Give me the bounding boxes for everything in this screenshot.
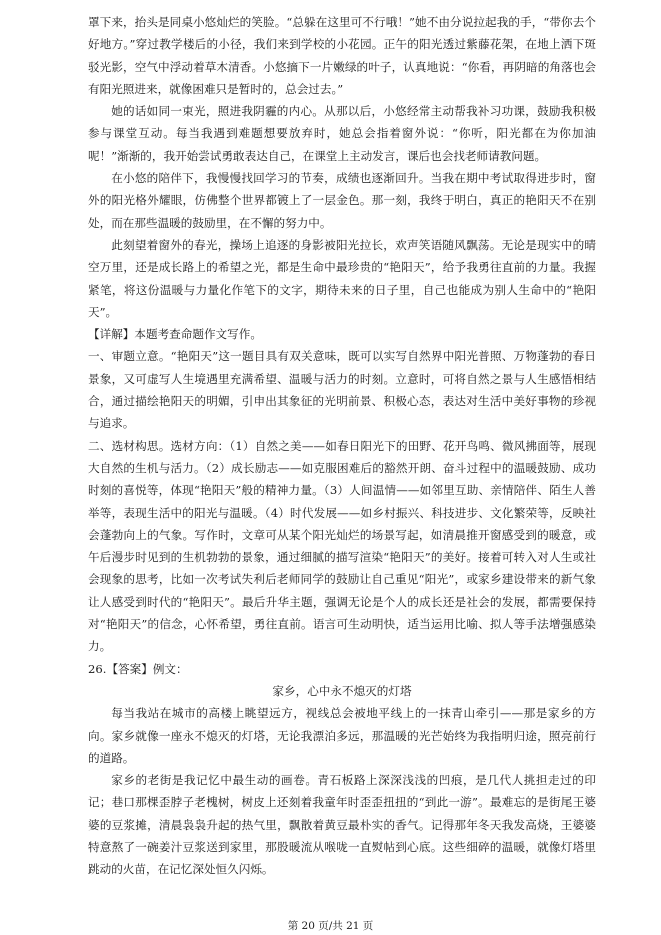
paragraph-3: 在小悠的陪伴下，我慢慢找回学习的节奏，成绩也逐渐回升。当我在期中考试取得进步时，窗外的阳光格外耀眼，仿佛整个世界都镀上了一层金色。那一刻，我终于明白，真正的艳阳天不在别处，而在那些温暖的鼓励里，在不懈的努力中。 <box>88 171 596 230</box>
essay-title: 家乡，心中永不熄灭的灯塔 <box>272 683 412 698</box>
analysis-heading: 【详解】本题考查命题作文写作。 <box>88 327 262 342</box>
analysis-material-selection: 二、选材构思。选材方向：（1）自然之美——如春日阳光下的田野、花开鸟鸣、微风拂面等，展现大自然的生机与活力。（2）成长励志——如克服困难后的豁然开朗、奋斗过程中的温暖鼓励、成功时刻的喜悦等，体现“艳阳天”般的精神力量。（3）人间温情——如邻里互助、亲情陪伴、陌生人善举等，表现生活中的阳光与温暖。（4）时代发展——如乡村振兴、科技进步、文化繁荣等，反映社会蓬勃向上的气象。写作时，文章可从某个阳光灿烂的场景写起，如清晨推开窗感受到的暖意，或午后漫步时见到的生机勃勃的景象，通过细腻的描写渲染“艳阳天”的美好。接着可转入对人生或社会现象的思考，比如一次考试失利后老师同学的鼓励让自己重见“阳光”，或家乡建设带来的新气象让人感受到时代的“艳阳天”。最后升华主题，强调无论是个人的成长还是社会的发展，都需要保持对“艳阳天”的信念，心怀希望，勇往直前。语言可生动明快，适当运用比喻、拟人等手法增强感染力。 <box>88 438 596 654</box>
paragraph-2: 她的话如同一束光，照进我阴霾的内心。从那以后，小悠经常主动帮我补习功课，鼓励我积极参与课堂互动。每当我遇到难题想要放弃时，她总会指着窗外说：“你听，阳光都在为你加油呢！”渐渐的，我开始尝试勇敢表达自己，在课堂上主动发言，课后也会找老师请教问题。 <box>88 104 596 163</box>
paragraph-1: 罩下来，抬头是同桌小悠灿烂的笑脸。“总躲在这里可不行哦！”她不由分说拉起我的手，“带你去个好地方。”穿过教学楼后的小径，我们来到学校的小花园。正午的阳光透过紫藤花架，在地上洒下斑驳光影，空气中浮动着草木清香。小悠摘下一片嫩绿的叶子，认真地说：“你看，再阴暗的角落也会有阳光照进来，就像困难只是暂时的，总会过去。” <box>88 15 596 96</box>
essay-paragraph-2: 家乡的老街是我记忆中最生动的画卷。青石板路上深深浅浅的凹痕，是几代人挑担走过的印记；巷口那棵歪脖子老槐树，树皮上还刻着我童年时歪歪扭扭的“到此一游”。最难忘的是街尾王婆婆的豆浆摊，清晨袅袅升起的热气里，飘散着黄豆最朴实的香气。记得那年冬天我发高烧，王婆婆特意熬了一碗姜汁豆浆送到家里，那股暖流从喉咙一直熨帖到心底。这些细碎的温暖，就像灯塔里跳动的火苗，在记忆深处恒久闪烁。 <box>88 773 596 877</box>
analysis-topic-interpretation: 一、审题立意。“艳阳天”这一题目具有双关意味，既可以实写自然界中阳光普照、万物蓬勃的春日景象，又可虚写人生境遇里充满希望、温暖与活力的时刻。立意时，可将自然之景与人生感悟相结合，通过描绘艳阳天的明媚，引申出其象征的光明前景、积极心态，表达对生活中美好事物的珍视与追求。 <box>88 349 596 431</box>
answer-26-heading: 26.【答案】例文： <box>88 661 188 676</box>
paragraph-4: 此刻望着窗外的春光，操场上追逐的身影被阳光拉长，欢声笑语随风飘荡。无论是现实中的晴空万里，还是成长路上的希望之光，都是生命中最珍贵的“艳阳天”，给予我勇往直前的力量。我握紧笔，将这份温暖与力量化作笔下的文字，期待未来的日子里，自己也能成为别人生命中的“艳阳天”。 <box>88 237 596 319</box>
page-number-footer: 第 20 页/共 21 页 <box>287 920 374 932</box>
document-body <box>88 11 596 881</box>
essay-paragraph-1: 每当我站在城市的高楼上眺望远方，视线总会被地平线上的一抹青山牵引——那是家乡的方向。家乡就像一座永不熄灭的灯塔，无论我漂泊多远，那温暖的光芒始终为我指明归途，照亮前行的道路。 <box>88 706 596 765</box>
